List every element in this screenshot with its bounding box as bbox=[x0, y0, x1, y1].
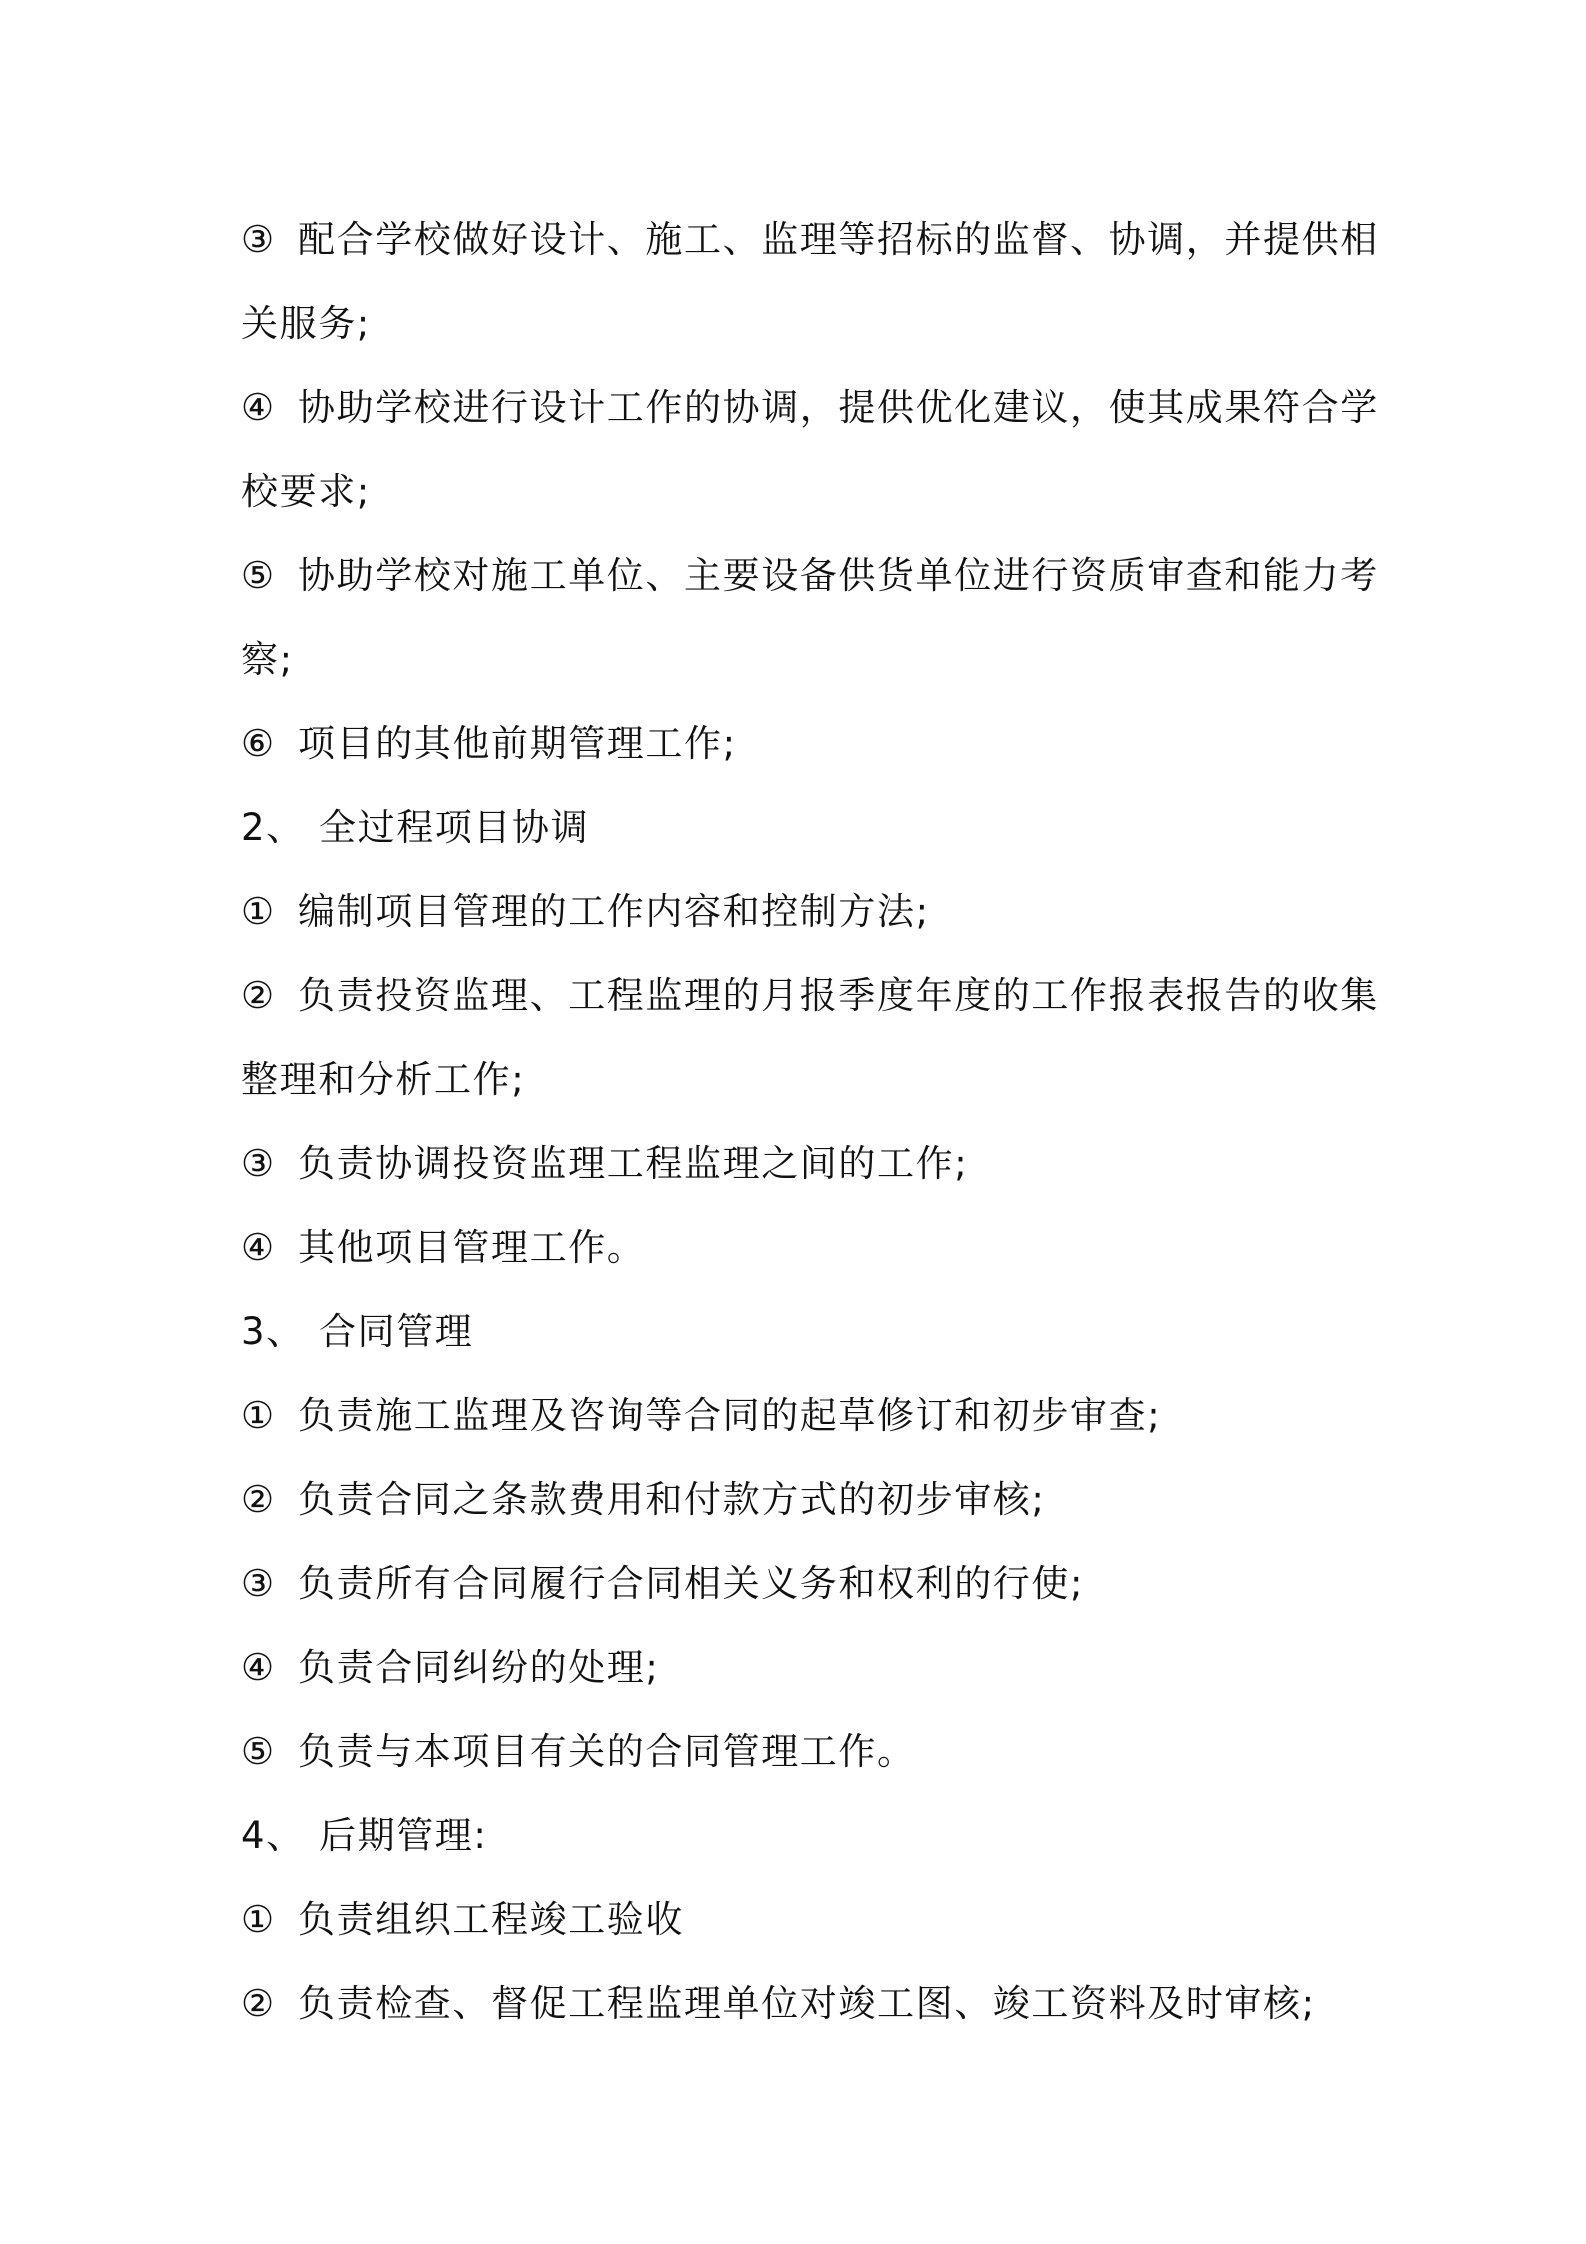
list-item bbox=[241, 534, 1379, 618]
item-text: 负责协调投资监理工程监理之间的工作; bbox=[298, 1142, 969, 1185]
list-item bbox=[241, 1626, 1361, 1710]
list-item bbox=[241, 1542, 1361, 1626]
list-item bbox=[241, 366, 1379, 450]
list-item-continuation bbox=[241, 450, 1361, 534]
item-text: 其他项目管理工作。 bbox=[298, 1226, 646, 1269]
section-title: 全过程项目协调 bbox=[319, 806, 590, 849]
list-item-continuation bbox=[241, 618, 1361, 702]
section-heading bbox=[241, 1290, 1361, 1374]
list-item bbox=[241, 198, 1379, 282]
item-marker: ② bbox=[241, 974, 276, 1017]
item-marker: ④ bbox=[241, 1646, 276, 1689]
section-number: 2、 bbox=[241, 806, 305, 849]
section-heading bbox=[241, 1794, 1361, 1878]
item-marker: ③ bbox=[241, 1562, 276, 1605]
item-text: 负责所有合同履行合同相关义务和权利的行使; bbox=[298, 1562, 1085, 1605]
item-marker: ⑥ bbox=[241, 722, 276, 765]
item-marker: ④ bbox=[241, 1226, 276, 1269]
item-marker: ⑤ bbox=[241, 554, 276, 597]
list-item bbox=[241, 1374, 1361, 1458]
item-text: 负责合同之条款费用和付款方式的初步审核; bbox=[298, 1478, 1046, 1521]
section-heading bbox=[241, 786, 1361, 870]
item-marker: ④ bbox=[241, 386, 276, 429]
list-item-continuation bbox=[241, 282, 1361, 366]
item-text: 项目的其他前期管理工作; bbox=[298, 722, 737, 765]
item-text: 负责检查、督促工程监理单位对竣工图、竣工资料及时审核; bbox=[298, 1982, 1316, 2025]
list-item bbox=[241, 1710, 1361, 1794]
item-text: 整理和分析工作; bbox=[241, 1058, 526, 1101]
list-item bbox=[241, 954, 1379, 1038]
item-text: 协助学校对施工单位、主要设备供货单位进行资质审查和能力考 bbox=[298, 554, 1379, 597]
list-item-continuation bbox=[241, 1038, 1361, 1122]
list-item bbox=[241, 870, 1361, 954]
item-marker: ② bbox=[241, 1982, 276, 2025]
list-item bbox=[241, 1878, 1361, 1962]
section-title: 合同管理 bbox=[319, 1310, 474, 1353]
item-text: 负责组织工程竣工验收 bbox=[298, 1898, 684, 1941]
item-marker: ③ bbox=[241, 1142, 276, 1185]
list-item bbox=[241, 1962, 1361, 2046]
list-item bbox=[241, 702, 1361, 786]
item-marker: ③ bbox=[241, 218, 276, 261]
item-text: 关服务; bbox=[241, 302, 371, 345]
item-text: 负责投资监理、工程监理的月报季度年度的工作报表报告的收集 bbox=[298, 974, 1379, 1017]
list-item bbox=[241, 1458, 1361, 1542]
item-marker: ⑤ bbox=[241, 1730, 276, 1773]
list-item bbox=[241, 1122, 1361, 1206]
item-text: 校要求; bbox=[241, 470, 371, 513]
item-text: 察; bbox=[241, 638, 294, 681]
document-body bbox=[241, 198, 1379, 2046]
item-text: 协助学校进行设计工作的协调，提供优化建议，使其成果符合学 bbox=[298, 386, 1379, 429]
item-marker: ① bbox=[241, 1394, 276, 1437]
item-text: 负责施工监理及咨询等合同的起草修订和初步审查; bbox=[298, 1394, 1162, 1437]
section-number: 3、 bbox=[241, 1310, 305, 1353]
list-item bbox=[241, 1206, 1361, 1290]
section-title: 后期管理: bbox=[319, 1814, 488, 1857]
section-number: 4、 bbox=[241, 1814, 305, 1857]
item-text: 负责合同纠纷的处理; bbox=[298, 1646, 660, 1689]
item-marker: ② bbox=[241, 1478, 276, 1521]
item-text: 配合学校做好设计、施工、监理等招标的监督、协调，并提供相 bbox=[298, 218, 1379, 261]
item-marker: ① bbox=[241, 890, 276, 933]
item-marker: ① bbox=[241, 1898, 276, 1941]
item-text: 编制项目管理的工作内容和控制方法; bbox=[298, 890, 930, 933]
item-text: 负责与本项目有关的合同管理工作。 bbox=[298, 1730, 916, 1773]
